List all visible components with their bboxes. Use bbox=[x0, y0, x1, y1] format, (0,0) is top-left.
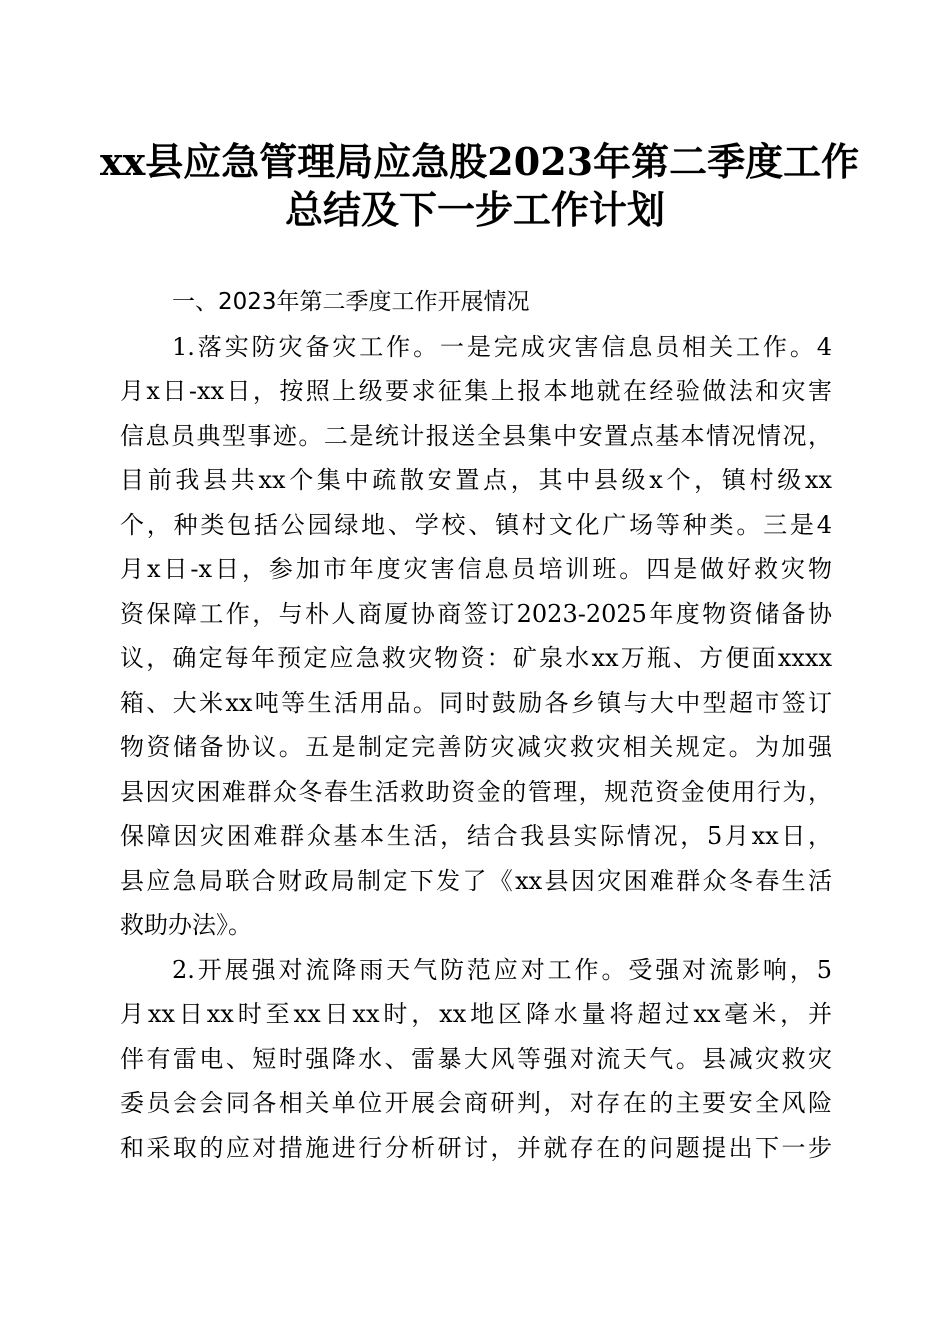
text-line: 1.落实防灾备灾工作。一是完成灾害信息员相关工作。4 bbox=[172, 332, 832, 361]
text-line: 县应急局联合财政局制定下发了《xx县因灾困难群众冬春生活 bbox=[120, 866, 832, 895]
text-line: 个，种类包括公园绿地、学校、镇村文化广场等种类。三是4 bbox=[120, 510, 832, 539]
text-line: 议，确定每年预定应急救灾物资：矿泉水xx万瓶、方便面xxxx bbox=[120, 644, 832, 672]
text-line: 县因灾困难群众冬春生活救助资金的管理，规范资金使用行为， bbox=[120, 777, 832, 806]
text-line: 2.开展强对流降雨天气防范应对工作。受强对流影响，5 bbox=[172, 955, 832, 984]
section-heading: 一、2023年第二季度工作开展情况 bbox=[172, 289, 530, 315]
text-line: 信息员典型事迹。二是统计报送全县集中安置点基本情况情况， bbox=[120, 421, 832, 450]
text-line: 伴有雷电、短时强降水、雷暴大风等强对流天气。县减灾救灾 bbox=[120, 1044, 832, 1073]
text-line: 目前我县共xx个集中疏散安置点，其中县级x个，镇村级xx bbox=[120, 466, 832, 494]
text-line: 箱、大米xx吨等生活用品。同时鼓励各乡镇与大中型超市签订 bbox=[120, 688, 832, 717]
text-line: 月x日-x日，参加市年度灾害信息员培训班。四是做好救灾物 bbox=[120, 555, 832, 583]
text-line: 月xx日xx时至xx日xx时，xx地区降水量将超过xx毫米，并 bbox=[120, 1000, 832, 1028]
text-line: 救助办法》。 bbox=[120, 911, 252, 939]
document-title bbox=[100, 138, 860, 234]
text-line: 月x日-xx日，按照上级要求征集上报本地就在经验做法和灾害 bbox=[120, 377, 832, 405]
paragraph-2 bbox=[120, 948, 832, 1171]
text-line: 物资储备协议。五是制定完善防灾减灾救灾相关规定。为加强 bbox=[120, 733, 832, 761]
text-line: 和采取的应对措施进行分析研讨，并就存在的问题提出下一步 bbox=[120, 1133, 832, 1162]
text-line: 委员会会同各相关单位开展会商研判，对存在的主要安全风险 bbox=[120, 1089, 832, 1117]
title-line: 总结及下一步工作计划 bbox=[284, 187, 665, 232]
text-line: 资保障工作，与朴人商厦协商签订2023-2025年度物资储备协 bbox=[120, 599, 832, 628]
paragraph-1 bbox=[120, 325, 832, 948]
text-line: 保障因灾困难群众基本生活，结合我县实际情况，5月xx日， bbox=[120, 822, 832, 850]
title-line: xx县应急管理局应急股2023年第二季度工作 bbox=[100, 139, 860, 184]
document-body bbox=[120, 280, 832, 1170]
